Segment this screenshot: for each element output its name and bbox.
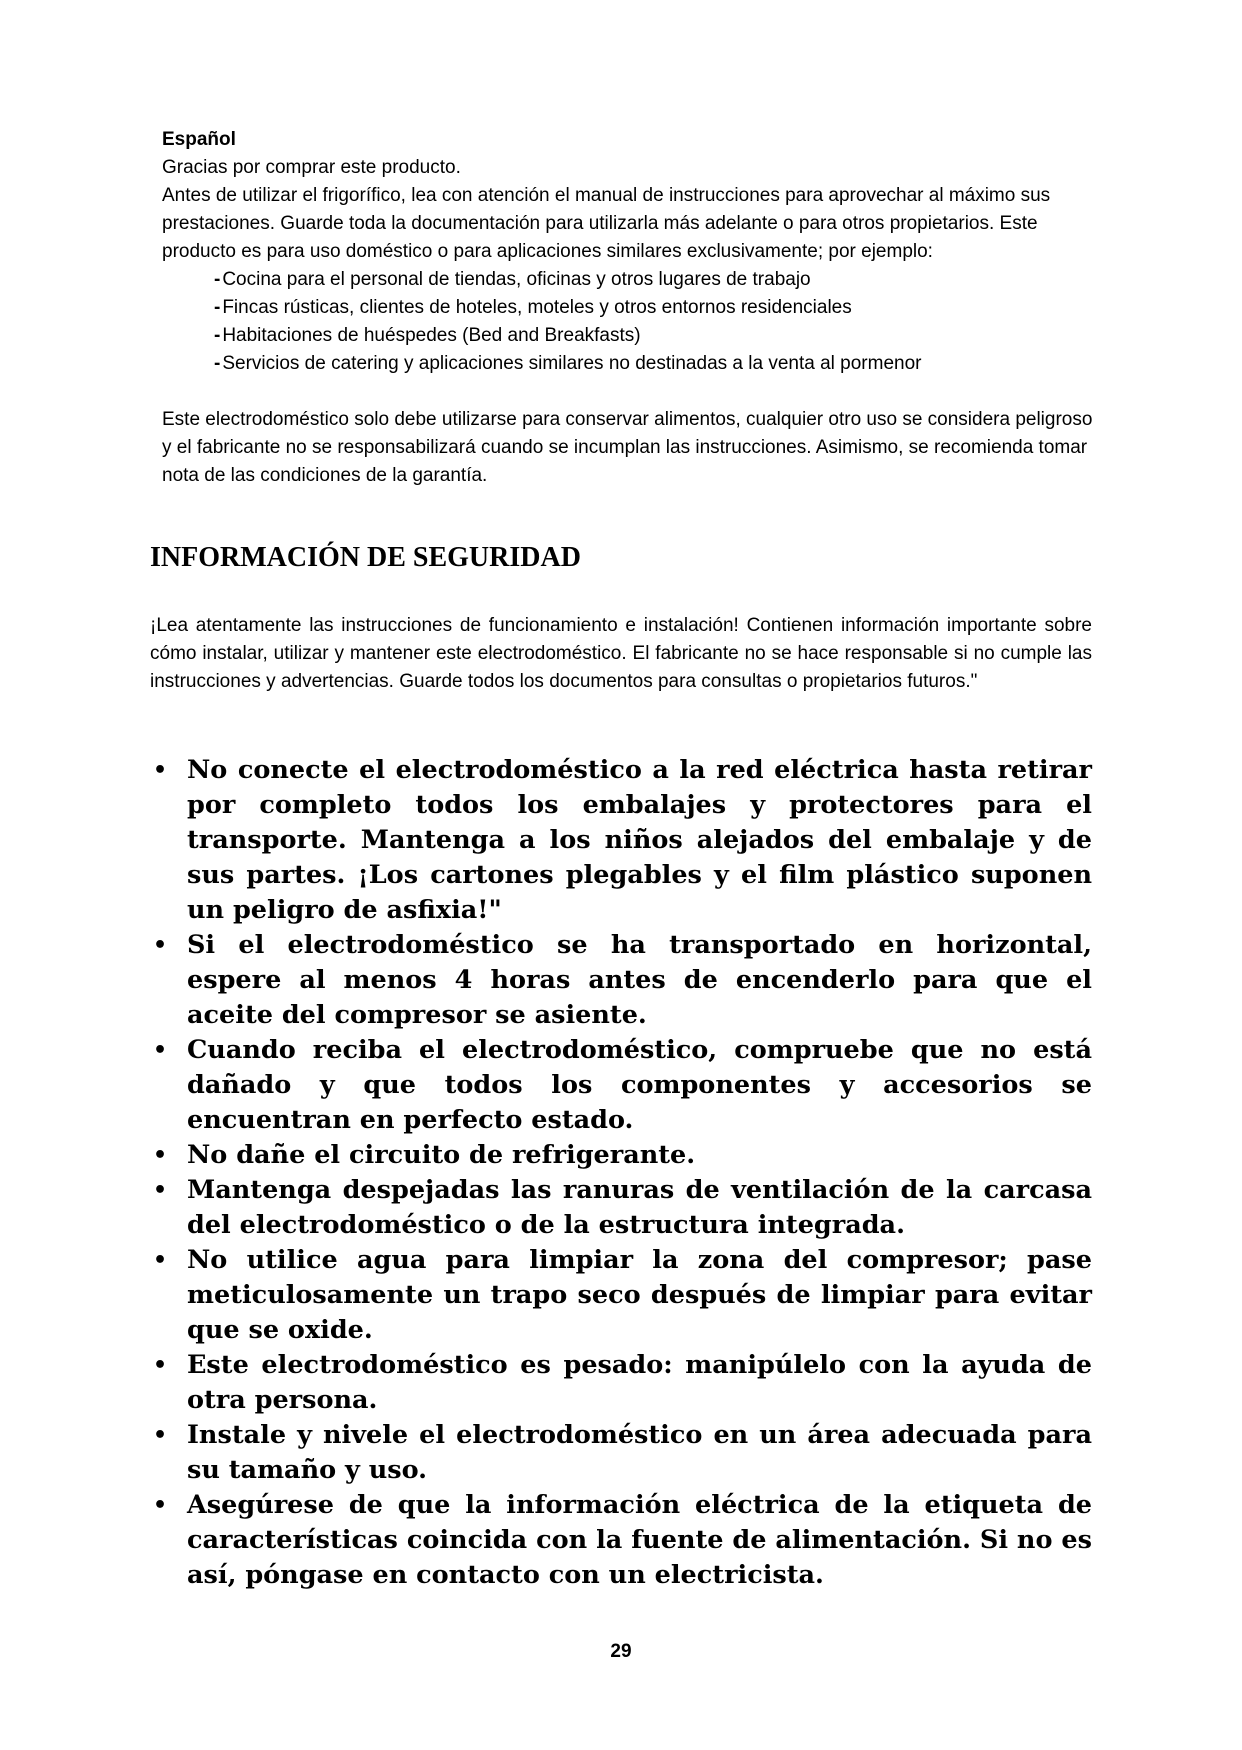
safety-heading: INFORMACIÓN DE SEGURIDAD [150,542,581,573]
bullet-icon: • [152,1038,168,1063]
list-item-text: Cocina para el personal de tiendas, oficinas y otros lugares de trabajo [222,269,811,290]
bullet-icon: • [152,1248,168,1273]
uses-list [162,266,1102,378]
dash-bullet: - [214,297,221,318]
list-item [214,322,1102,350]
list-item [150,1488,1092,1593]
list-item-text: Este electrodoméstico es pesado: manipúlelo con la ayuda de otra persona. [187,1350,1092,1415]
dash-bullet: - [214,269,221,290]
list-item [150,928,1092,1033]
list-item-text: Fincas rústicas, clientes de hoteles, moteles y otros entornos residenciales [222,297,852,318]
bullet-icon: • [152,1143,168,1168]
list-item-text: No utilice agua para limpiar la zona del compresor; pase meticulosamente un trapo seco después de limpiar para evitar que se oxide. [187,1245,1092,1345]
intro-section [162,126,1102,490]
intro-paragraph: Antes de utilizar el frigorífico, lea con atención el manual de instrucciones para aprovechar al máximo sus prestaciones. Guarde toda la documentación para utilizarla más adelante o para otros propietarios. Este producto es para uso doméstico o para aplicaciones similares exclusivamente; por ejemplo: [162,185,1051,262]
safety-lead-paragraph: ¡Lea atentamente las instrucciones de funcionamiento e instalación! Contienen información importante sobre cómo instalar, utilizar y mantener este electrodoméstico. El fabricante no se hace responsable si no cumple las instrucciones y advertencias. Guarde todos los documentos para consultas o propietarios futuros." [150,615,1092,692]
list-item-text: Mantenga despejadas las ranuras de ventilación de la carcasa del electrodoméstico o de la estructura integrada. [187,1175,1092,1240]
list-item-text: Servicios de catering y aplicaciones similares no destinadas a la venta al pormenor [222,353,922,374]
list-item [150,1348,1092,1418]
list-item-text: No dañe el circuito de refrigerante. [187,1140,696,1170]
list-item-text: Habitaciones de huéspedes (Bed and Breakfasts) [222,325,641,346]
list-item-text: Cuando reciba el electrodoméstico, compruebe que no está dañado y que todos los componentes y accesorios se encuentran en perfecto estado. [187,1035,1092,1135]
bullet-icon: • [152,1353,168,1378]
bullet-icon: • [152,933,168,958]
dash-bullet: - [214,325,221,346]
list-item-text: Si el electrodoméstico se ha transportado en horizontal, espere al menos 4 horas antes de encenderlo para que el aceite del compresor se asiente. [187,930,1092,1030]
list-item [150,1173,1092,1243]
list-item [150,1033,1092,1138]
language-title: Español [162,129,236,150]
bullet-icon: • [152,1423,168,1448]
bullet-icon: • [152,1178,168,1203]
list-item-text: Instale y nivele el electrodoméstico en un área adecuada para su tamaño y uso. [187,1420,1092,1485]
dash-bullet: - [214,353,221,374]
list-item-text: No conecte el electrodoméstico a la red eléctrica hasta retirar por completo todos los embalajes y protectores para el transporte. Mantenga a los niños alejados del embalaje y de sus partes. ¡Los cartones plegables y el film plástico suponen un peligro de asfixia!" [187,755,1092,925]
safety-list [150,753,1092,1593]
list-item [150,1243,1092,1348]
bullet-icon: • [152,1493,168,1518]
list-item [214,294,1102,322]
page-number: 29 [610,1641,632,1662]
bullet-icon: • [152,758,168,783]
list-item [150,753,1092,928]
warranty-paragraph: Este electrodoméstico solo debe utilizarse para conservar alimentos, cualquier otro uso se considera peligroso y el fabricante no se responsabilizará cuando se incumplan las instrucciones. Asimismo, se recomienda tomar nota de las condiciones de la garantía. [162,409,1093,486]
list-item [214,350,1102,378]
list-item [150,1138,1092,1173]
thanks-text: Gracias por comprar este producto. [162,157,461,178]
list-item [214,266,1102,294]
list-item [150,1418,1092,1488]
list-item-text: Asegúrese de que la información eléctrica de la etiqueta de características coincida con la fuente de alimentación. Si no es así, póngase en contacto con un electricista. [187,1490,1092,1590]
